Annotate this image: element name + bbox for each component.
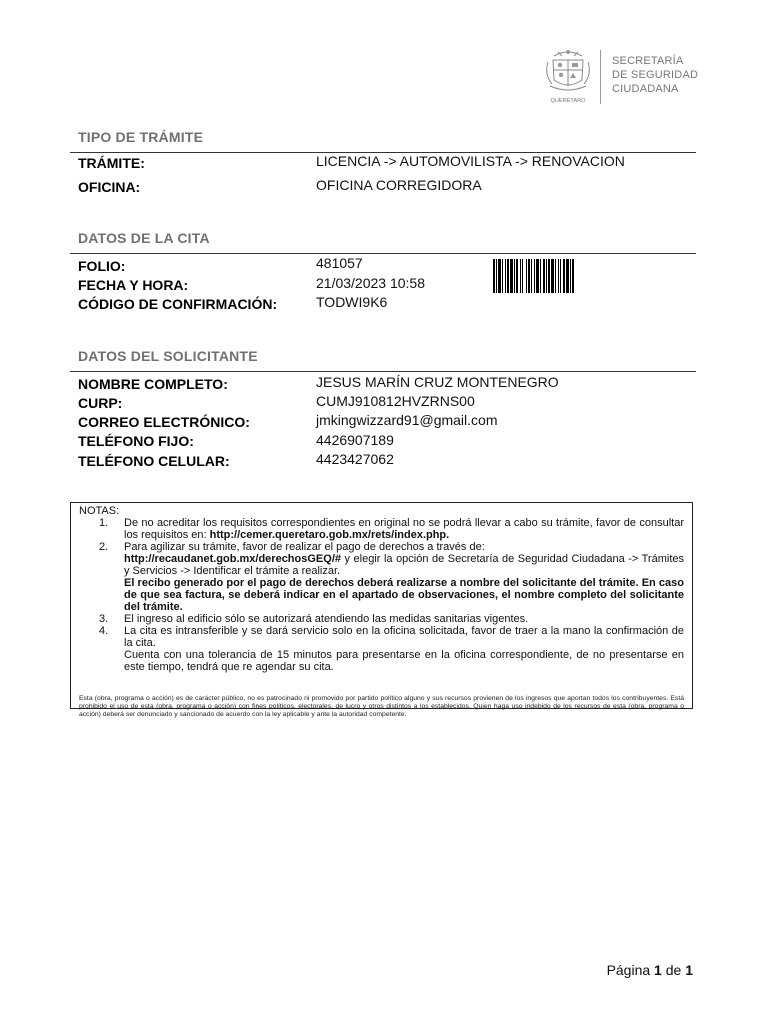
barcode-bar — [516, 259, 518, 293]
note-text-extra: Cuenta con una tolerancia de 15 minutos para presentarse en la oficina correspondiente, de no presentarse en este tiempo, tendrá que re agendar su cita. — [124, 649, 684, 673]
barcode-bar — [514, 259, 515, 293]
barcode-bar — [502, 259, 503, 293]
barcode-bar — [555, 259, 556, 293]
barcode-bar — [526, 259, 527, 293]
nombre-label: NOMBRE COMPLETO: — [78, 376, 228, 392]
folio-barcode — [493, 259, 597, 293]
nombre-value: JESUS MARÍN CRUZ MONTENEGRO — [316, 374, 559, 390]
fecha-hora-label: FECHA Y HORA: — [78, 277, 189, 293]
note-number: 3. — [99, 613, 109, 625]
barcode-bar — [534, 259, 535, 293]
fecha-hora-value: 21/03/2023 10:58 — [316, 275, 425, 291]
note-text: El ingreso al edificio sólo se autorizará atendiendo las medidas sanitarias vigentes. — [124, 613, 529, 625]
agency-name — [612, 54, 712, 96]
barcode-bar — [510, 259, 513, 293]
telefono-celular-label: TELÉFONO CELULAR: — [78, 453, 230, 469]
barcode-bar — [498, 259, 501, 293]
note-payment-line — [124, 553, 684, 577]
requirements-link[interactable]: http://cemer.queretaro.gob.mx/rets/index.php. — [209, 529, 450, 541]
barcode-bar — [505, 259, 506, 293]
note-item-1 — [79, 517, 684, 541]
barcode-bar — [540, 259, 541, 293]
barcode-bar — [522, 259, 523, 293]
barcode-bar — [507, 259, 509, 293]
barcode-bar — [570, 259, 571, 293]
note-number: 2. — [99, 541, 109, 553]
barcode-bar — [493, 259, 495, 293]
codigo-confirmacion-label: CÓDIGO DE CONFIRMACIÓN: — [78, 296, 278, 312]
section-title-tramite: TIPO DE TRÁMITE — [78, 129, 204, 145]
section-rule — [70, 371, 696, 372]
note-text: De no acreditar los requisitos correspondientes en original no se podrá llevar a cabo su trámite, favor de consultar los requisitos en: — [124, 517, 684, 541]
note-number: 4. — [99, 625, 109, 637]
telefono-celular-value: 4423427062 — [316, 451, 394, 467]
barcode-bar — [546, 259, 547, 293]
barcode-bar — [566, 259, 569, 293]
barcode-bar — [531, 259, 532, 293]
payment-link[interactable]: http://recaudanet.gob.mx/derechosGEQ/# — [124, 553, 341, 565]
seal-label: QUERÉTARO — [550, 98, 586, 104]
queretaro-seal-icon — [540, 46, 596, 104]
curp-label: CURP: — [78, 395, 123, 411]
section-title-solicitante: DATOS DEL SOLICITANTE — [78, 348, 258, 364]
barcode-bar — [548, 259, 550, 293]
oficina-value: OFICINA CORREGIDORA — [316, 177, 482, 193]
barcode-bar — [543, 259, 545, 293]
codigo-confirmacion-value: TODWI9K6 — [316, 294, 388, 310]
page-word: Página — [606, 962, 651, 978]
page-current: 1 — [654, 962, 662, 978]
correo-value: jmkingwizzard91@gmail.com — [316, 412, 498, 428]
note-bold-text: El recibo generado por el pago de derechos deberá realizarse a nombre del solicitante del trámite. En caso de que sea factura, se deberá indicar en el apartado de observaciones, el nombre completo del solicitante del trámite. — [124, 577, 684, 613]
barcode-bar — [528, 259, 530, 293]
note-text-after-link: y elegir la opción de Secretaría de Seguridad Ciudadana -> Trámites y Servicios -> Identificar el trámite a realizar. — [124, 553, 684, 577]
barcode-bar — [551, 259, 554, 293]
tramite-label: TRÁMITE: — [78, 155, 145, 171]
folio-value: 481057 — [316, 255, 363, 271]
section-title-cita: DATOS DE LA CITA — [78, 230, 210, 246]
page-total: 1 — [685, 962, 693, 978]
agency-logo — [540, 46, 700, 106]
barcode-bar — [536, 259, 539, 293]
barcode-bar — [560, 259, 561, 293]
folio-label: FOLIO: — [78, 258, 126, 274]
barcode-bar — [563, 259, 565, 293]
barcode-bar — [496, 259, 497, 293]
agency-line-3: CIUDADANA — [612, 83, 679, 95]
notes-box — [70, 502, 693, 718]
agency-line-1: SECRETARÍA — [612, 55, 684, 67]
curp-value: CUMJ910812HVZRNS00 — [316, 393, 475, 409]
note-item-4 — [79, 625, 684, 673]
note-text: Para agilizar su trámite, favor de realizar el pago de derechos a través de: — [124, 541, 485, 553]
page-number — [607, 962, 693, 978]
barcode-bar — [558, 259, 559, 293]
legal-disclaimer: Esta (obra, programa o acción) es de carácter público, no es patrocinado ni promovido por partido político alguno y sus recursos provienen de los ingresos que aportan todos los contribuyentes. Está prohibido el uso de esta (obra, programa o acción) con fines políticos, electorales, de lucro y otros distintos a los establecidos. Quien haga uso indebido de los recursos de esta (obra, programa o acción) deberá ser denunciado y sancionado de acuerdo con la ley aplicable y ante la autoridad competente. — [79, 695, 684, 718]
page-of-word: de — [665, 962, 682, 978]
note-item-3 — [79, 613, 684, 625]
section-rule — [70, 253, 696, 254]
barcode-bar — [520, 259, 521, 293]
barcode-bar — [572, 259, 574, 293]
agency-line-2: DE SEGURIDAD — [612, 69, 699, 81]
oficina-label: OFICINA: — [78, 179, 141, 195]
correo-label: CORREO ELECTRÓNICO: — [78, 414, 250, 430]
notes-title: NOTAS: — [79, 505, 120, 517]
note-number: 1. — [99, 517, 109, 529]
telefono-fijo-label: TELÉFONO FIJO: — [78, 433, 194, 449]
note-item-2 — [79, 541, 684, 613]
telefono-fijo-value: 4426907189 — [316, 432, 394, 448]
tramite-value: LICENCIA -> AUTOMOVILISTA -> RENOVACION — [316, 153, 625, 169]
logo-divider — [600, 50, 601, 104]
note-text: La cita es intransferible y se dará servicio solo en la oficina solicitada, favor de traer a la mano la confirmación de la cita. — [124, 625, 684, 649]
